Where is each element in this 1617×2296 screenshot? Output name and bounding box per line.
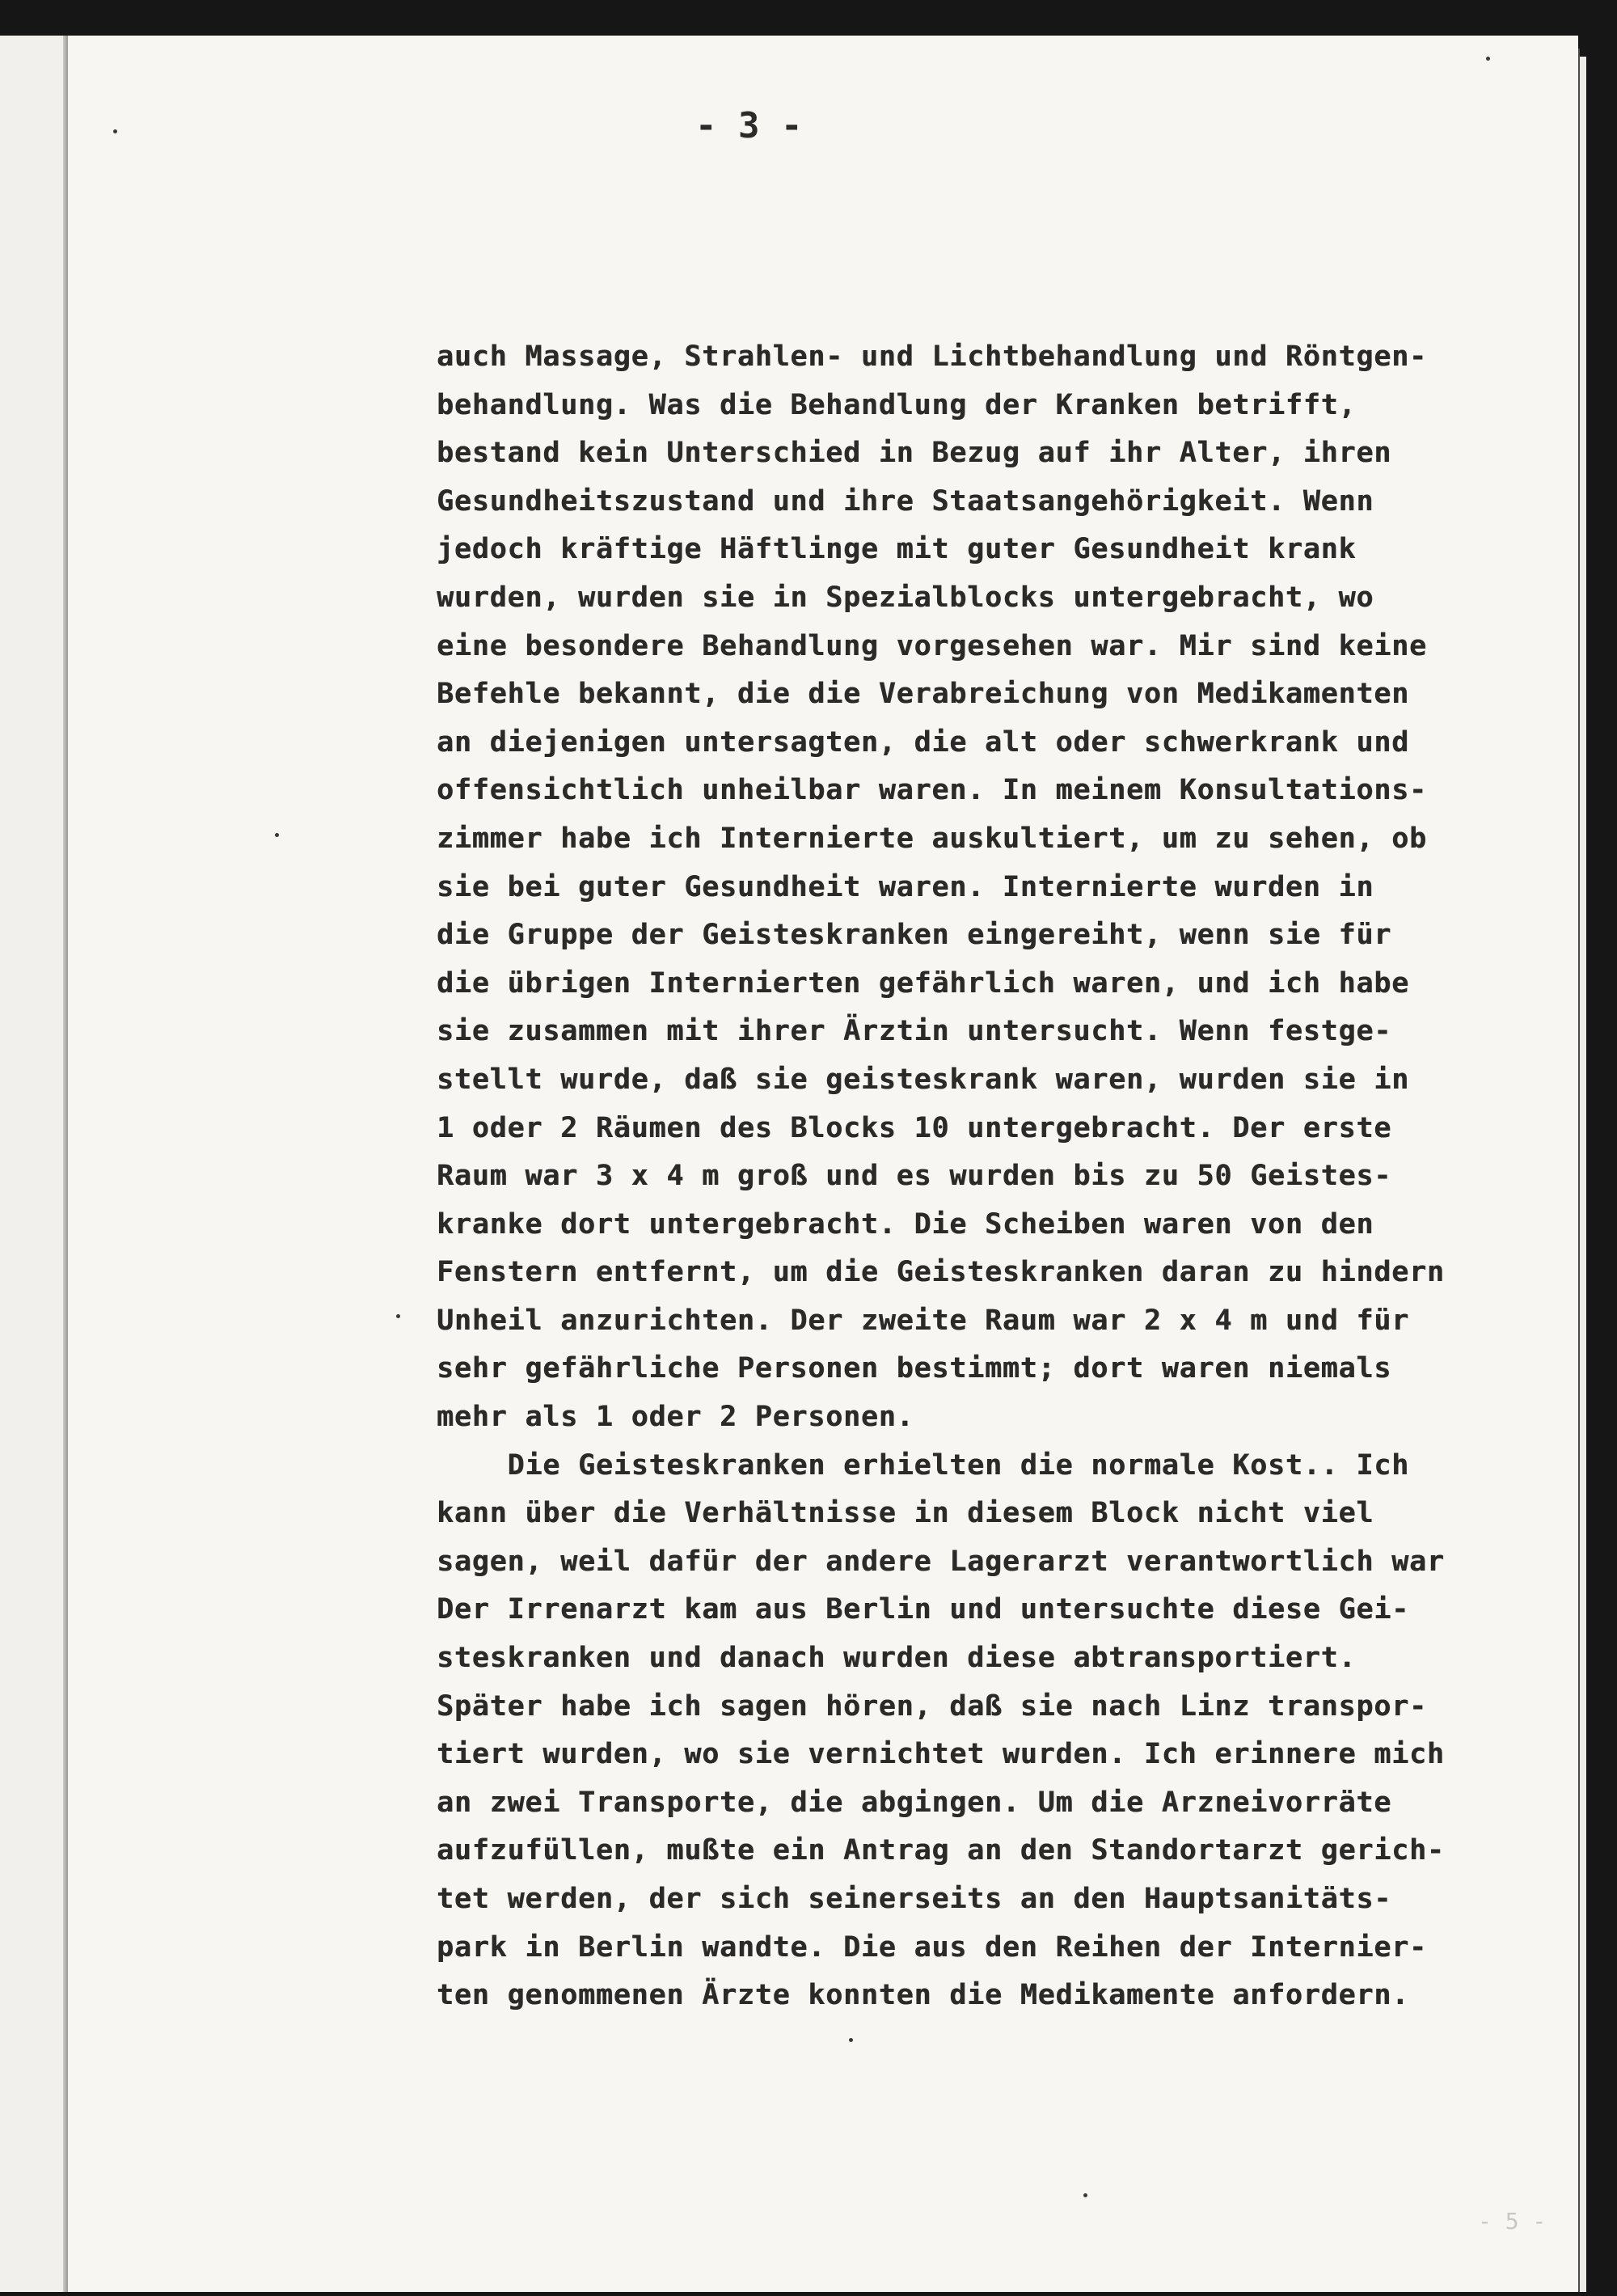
text-line: sagen, weil dafür der andere Lagerarzt verantwortlich war [437,1545,1445,1578]
scan-speck [1486,57,1490,61]
text-line: zimmer habe ich Internierte auskultiert, um zu sehen, ob [437,822,1427,855]
text-line: sehr gefährliche Personen bestimmt; dort waren niemals [437,1352,1392,1385]
text-line: Unheil anzurichten. Der zweite Raum war 2 x 4 m und für [437,1304,1409,1337]
text-line: offensichtlich unheilbar waren. In meinem Konsultations- [437,774,1427,807]
text-line: Der Irrenarzt kam aus Berlin und untersuchte diese Gei- [437,1593,1409,1626]
text-line: stellt wurde, daß sie geisteskrank waren, wurden sie in [437,1063,1409,1096]
text-line: Befehle bekannt, die die Verabreichung von Medikamenten [437,678,1409,711]
text-line: auch Massage, Strahlen- und Lichtbehandlung und Röntgen- [437,340,1427,373]
text-line: sie zusammen mit ihrer Ärztin untersucht. Wenn festge- [437,1015,1392,1048]
text-line: aufzufüllen, mußte ein Antrag an den Standortarzt gerich- [437,1834,1445,1867]
text-line: Fenstern entfernt, um die Geisteskranken daran zu hindern [437,1256,1445,1289]
text-line: Später habe ich sagen hören, daß sie nach Linz transpor- [437,1689,1427,1723]
text-line: die Gruppe der Geisteskranken eingereiht, wenn sie für [437,919,1392,952]
text-line: behandlung. Was die Behandlung der Kranken betrifft, [437,388,1357,421]
text-line: die übrigen Internierten gefährlich waren, und ich habe [437,966,1409,1000]
text-line: steskranken und danach wurden diese abtransportiert. [437,1642,1357,1675]
text-line: tiert wurden, wo sie vernichtet wurden. Ich erinnere mich [437,1738,1445,1771]
scan-speck [396,1314,400,1318]
text-line: park in Berlin wandte. Die aus den Reihen der Internier- [437,1930,1427,1964]
ghost-page-number: - 5 - [1478,2208,1547,2235]
scan-speck [113,129,117,133]
scan-speck [849,2038,853,2042]
text-line: ten genommenen Ärzte konnten die Medikamente anfordern. [437,1979,1409,2012]
text-line: wurden, wurden sie in Spezialblocks untergebracht, wo [437,581,1374,614]
text-line: Die Geisteskranken erhielten die normale Kost.. Ich [437,1448,1409,1482]
facing-page-edge [0,36,66,2292]
scan-speck [1083,2193,1087,2197]
scan-speck [275,833,279,837]
text-line: tet werden, der sich seinerseits an den Hauptsanitäts- [437,1883,1392,1915]
text-line: kranke dort untergebracht. Die Scheiben waren von den [437,1207,1374,1241]
typewritten-body [437,333,1552,2020]
text-line: mehr als 1 oder 2 Personen. [437,1401,914,1434]
text-line: bestand kein Unterschied in Bezug auf ihr Alter, ihren [437,437,1392,470]
page-number: - 3 - [695,105,803,146]
text-line: Raum war 3 x 4 m groß und es wurden bis zu 50 Geistes- [437,1160,1392,1193]
text-line: eine besondere Behandlung vorgesehen war. Mir sind keine [437,629,1427,662]
text-line: sie bei guter Gesundheit waren. Internierte wurden in [437,870,1374,903]
text-line: an diejenigen untersagten, die alt oder schwerkrank und [437,725,1409,759]
text-line: Gesundheitszustand und ihre Staatsangehörigkeit. Wenn [437,484,1374,518]
text-line: jedoch kräftige Häftlinge mit guter Gesundheit krank [437,533,1357,566]
text-line: an zwei Transporte, die abgingen. Um die Arzneivorräte [437,1786,1392,1819]
text-line: 1 oder 2 Räumen des Blocks 10 untergebracht. Der erste [437,1111,1392,1144]
text-line: kann über die Verhältnisse in diesem Block nicht viel [437,1497,1374,1530]
